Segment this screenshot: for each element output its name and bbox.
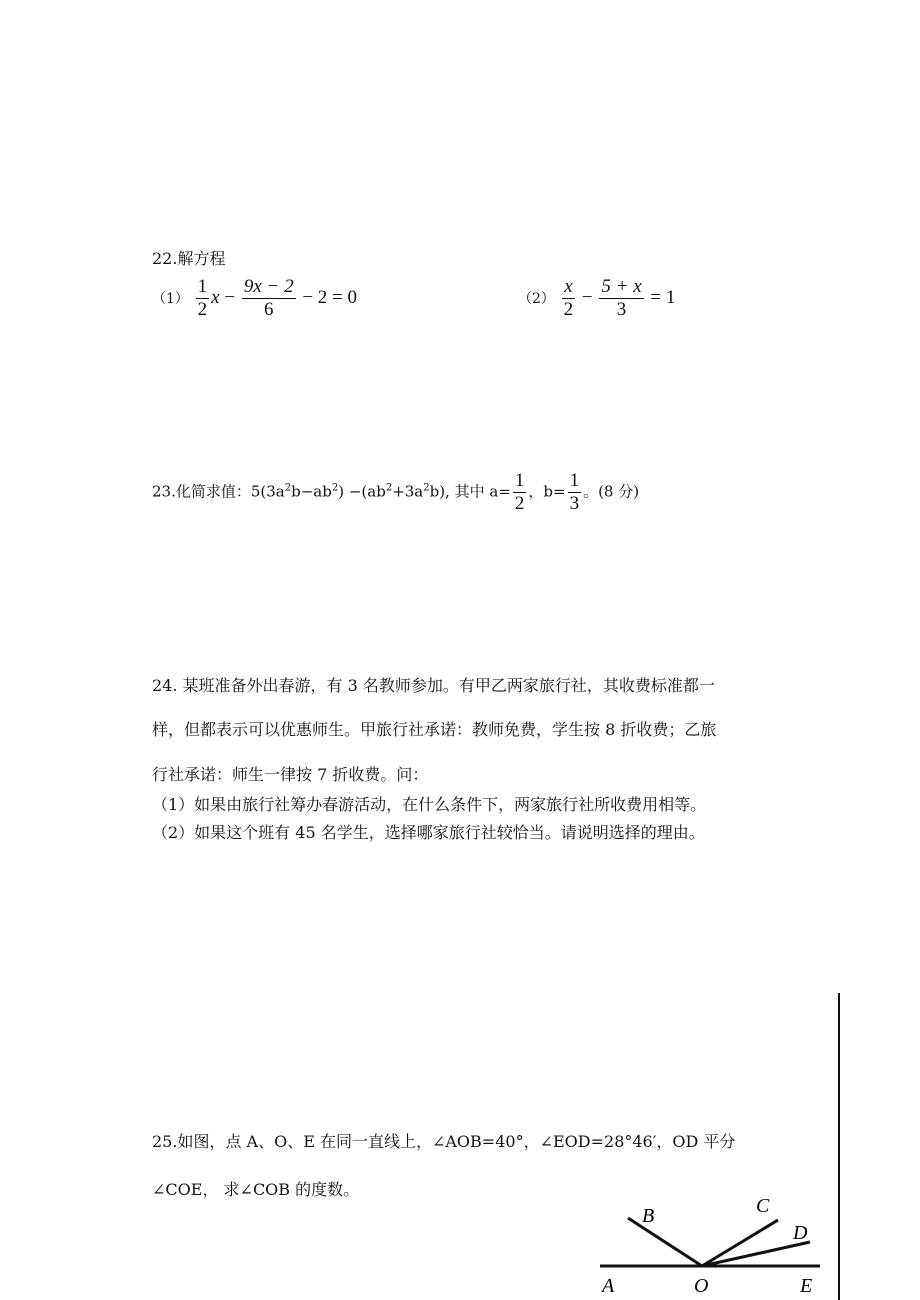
- q22-p1-rest: − 2 = 0: [302, 286, 358, 308]
- q22-p1-f1-num: 1: [197, 276, 208, 297]
- q23-text: [152, 470, 639, 515]
- q23-mid4: b), 其中 a=: [429, 482, 511, 501]
- q24-line-2: 样，但都表示可以优惠师生。甲旅行社承诺：教师免费，学生按 8 折收费；乙旅: [152, 720, 717, 739]
- q22-p1-f2-den: 6: [242, 298, 296, 321]
- q22-p2-f2-num: 5 + x: [601, 276, 642, 297]
- q25-line-1: 25.如图，点 A、O、E 在同一直线上，∠AOB=40°，∠EOD=28°46′，OD 平分: [152, 1132, 736, 1151]
- q23-sup2: 2: [331, 482, 339, 494]
- q22-p1-minus: −: [224, 286, 236, 308]
- q22-title: 22.解方程: [152, 249, 226, 268]
- q22-p1-fraction-1: [196, 276, 210, 321]
- label-E: E: [800, 1275, 813, 1297]
- q23-b-num: 1: [569, 470, 580, 491]
- q23-b-den: 3: [569, 493, 580, 514]
- q23-a-num: 1: [514, 470, 525, 491]
- q23-a-fraction: [513, 470, 527, 515]
- q23-mid3: +3a: [392, 482, 424, 501]
- q22-p1-f2-num: 9x − 2: [243, 276, 294, 297]
- label-B: B: [642, 1205, 655, 1227]
- angle-figure: [590, 1190, 830, 1300]
- q23-sup3: 2: [385, 482, 393, 494]
- q22-p2-fraction-1: [562, 276, 576, 321]
- q22-equation-2: [518, 276, 675, 321]
- ray-OD: [702, 1242, 810, 1266]
- q24-sub-2: （2）如果这个班有 45 名学生，选择哪家旅行社较恰当。请说明选择的理由。: [152, 823, 705, 842]
- q23-a-den: 2: [514, 493, 525, 514]
- q22-p2-f1-den: 2: [563, 299, 574, 320]
- q22-equation-1: [152, 276, 357, 321]
- q23-mid1: b−ab: [291, 482, 332, 501]
- q22-p1-f1-den: 2: [197, 299, 208, 320]
- q22-p2-label: （2）: [518, 290, 555, 307]
- q22-p2-rest: = 1: [650, 286, 676, 308]
- q22-p2-fraction-2: [599, 276, 643, 321]
- q23-prefix: 23.化简求值：5(3a: [152, 482, 285, 501]
- q24-sub-1: （1）如果由旅行社筹办春游活动，在什么条件下，两家旅行社所收费用相等。: [152, 795, 707, 814]
- q23-mid5: ，b=: [528, 482, 566, 501]
- label-A: A: [602, 1275, 615, 1297]
- label-C: C: [756, 1195, 770, 1217]
- margin-rule: [838, 993, 840, 1300]
- label-D: D: [793, 1222, 808, 1244]
- q24-line-3: 行社承诺：师生一律按 7 折收费。问：: [152, 765, 429, 784]
- ray-OB: [628, 1218, 702, 1266]
- q23-sup1: 2: [284, 482, 292, 494]
- q22-p2-f1-num: x: [564, 276, 573, 297]
- ray-OC: [702, 1220, 778, 1266]
- q22-p1-fraction-2: [242, 276, 296, 321]
- q24-line-1: 24. 某班准备外出春游，有 3 名教师参加。有甲乙两家旅行社，其收费标准都一: [152, 676, 715, 695]
- q22-p1-x: x: [211, 286, 220, 308]
- q23-mid2: ) −(ab: [338, 482, 386, 501]
- q22-p2-f2-den: 3: [599, 298, 643, 321]
- q23-suffix: 。(8 分): [583, 482, 640, 501]
- q23-b-fraction: [568, 470, 582, 515]
- q25-line-2: ∠COE， 求∠COB 的度数。: [152, 1180, 360, 1199]
- label-O: O: [694, 1275, 709, 1297]
- q22-p2-minus: −: [581, 286, 593, 308]
- q22-p1-label: （1）: [152, 290, 189, 307]
- q23-sup4: 2: [423, 482, 430, 494]
